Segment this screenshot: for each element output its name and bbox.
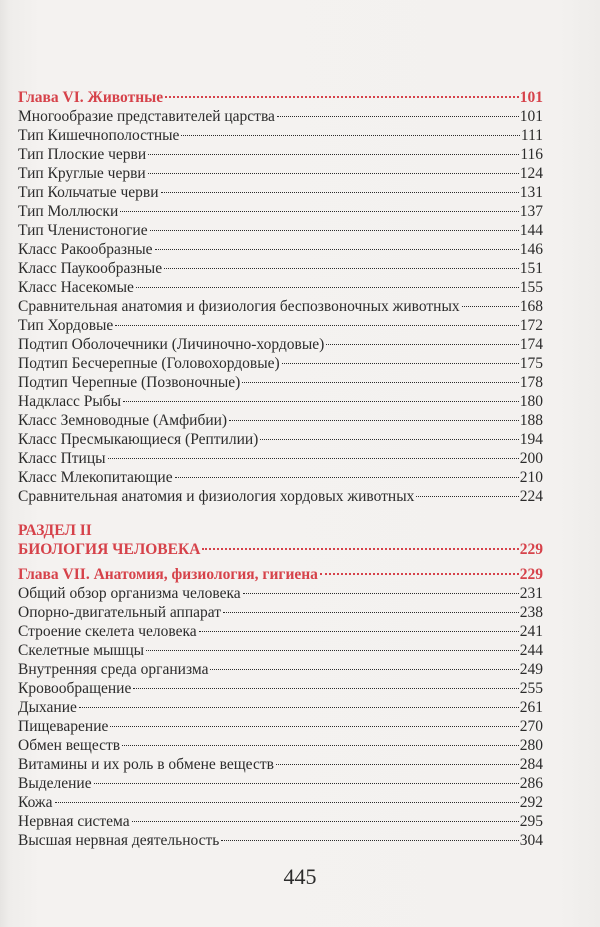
entry-title: Сравнительная анатомия и физиология хордовых животных [18,488,415,505]
leader-dots [242,382,518,383]
entry-page: 151 [519,260,543,277]
leader-dots [282,363,519,364]
entry-page: 241 [519,623,543,640]
toc-entry[interactable] [18,603,543,622]
spacer [18,506,543,521]
leader-dots [210,669,518,670]
entry-title: Кровообращение [18,680,132,697]
toc-entry[interactable] [18,468,543,487]
leader-dots [320,573,519,575]
entry-page: 304 [519,832,543,849]
entry-title: Тип Кишечнополостные [18,127,180,144]
entry-title: Подтип Черепные (Позвоночные) [18,374,241,391]
toc-entry[interactable] [18,679,543,698]
section-title: БИОЛОГИЯ ЧЕЛОВЕКА [18,541,201,558]
entry-page: 286 [519,775,543,792]
leader-dots [165,96,519,98]
toc-entry[interactable] [18,812,543,831]
entry-page: 284 [519,756,543,773]
entry-title: Класс Паукообразные [18,260,163,277]
leader-dots [202,548,518,550]
chapter-page: 101 [519,89,543,106]
leader-dots [136,287,519,288]
leader-dots [175,477,519,478]
toc-entry[interactable] [18,430,543,449]
entry-title: Пищеварение [18,718,109,735]
leader-dots [260,439,518,440]
leader-dots [181,135,519,136]
leader-dots [115,325,518,326]
entry-page: 144 [519,222,543,239]
leader-dots [223,612,519,613]
toc-entry[interactable] [18,221,543,240]
entry-page: 244 [519,642,543,659]
entry-page: 224 [519,488,543,505]
entry-page: 111 [520,127,543,144]
entry-title: Скелетные мышцы [18,642,145,659]
toc-entry[interactable] [18,411,543,430]
entry-title: Внутренняя среда организма [18,661,209,678]
toc-entry[interactable] [18,487,543,506]
toc-entry[interactable] [18,717,543,736]
toc-entry[interactable] [18,335,543,354]
entry-page: 200 [519,450,543,467]
entry-title: Тип Членистоногие [18,222,148,239]
entry-page: 168 [519,298,543,315]
toc-entry[interactable] [18,297,543,316]
toc-entry[interactable] [18,755,543,774]
table-of-contents [18,88,543,850]
entry-page: 131 [519,184,543,201]
toc-entry[interactable] [18,774,543,793]
toc-entry[interactable] [18,622,543,641]
entry-title: Многообразие представителей царства [18,108,275,125]
entry-title: Общий обзор организма человека [18,585,241,602]
entry-title: Надкласс Рыбы [18,393,122,410]
entry-title: Высшая нервная деятельность [18,832,220,849]
entry-page: 249 [519,661,543,678]
entry-page: 175 [519,355,543,372]
entry-title: Кожа [18,794,53,811]
toc-entry[interactable] [18,126,543,145]
leader-dots [148,173,519,174]
entry-title: Дыхание [18,699,77,716]
toc-entry[interactable] [18,145,543,164]
entry-title: Подтип Оболочечники (Личиночно-хордовые) [18,336,325,353]
entry-page: 210 [519,469,543,486]
toc-chapter-6[interactable] [18,88,543,107]
entry-page: 172 [519,317,543,334]
section-label: РАЗДЕЛ II [18,522,92,539]
toc-entry[interactable] [18,240,543,259]
leader-dots [79,707,519,708]
entry-page: 238 [519,604,543,621]
leader-dots [110,726,518,727]
entry-page: 270 [519,718,543,735]
toc-entry[interactable] [18,584,543,603]
toc-entry[interactable] [18,698,543,717]
toc-entry[interactable] [18,202,543,221]
leader-dots [122,745,519,746]
entry-title: Класс Млекопитающие [18,469,173,486]
entry-page: 194 [519,431,543,448]
toc-entry[interactable] [18,736,543,755]
toc-entry[interactable] [18,660,543,679]
toc-entry[interactable] [18,449,543,468]
leader-dots [120,211,519,212]
entry-title: Класс Насекомые [18,279,134,296]
entry-page: 295 [519,813,543,830]
entry-title: Нервная система [18,813,130,830]
entry-page: 292 [519,794,543,811]
entry-title: Подтип Бесчерепные (Головохордовые) [18,355,280,372]
entry-page: 116 [520,146,543,163]
entry-page: 280 [519,737,543,754]
toc-entry[interactable] [18,183,543,202]
entry-title: Класс Ракообразные [18,241,153,258]
entry-title: Витамины и их роль в обмене веществ [18,756,274,773]
leader-dots [55,802,519,803]
entry-page: 180 [519,393,543,410]
entry-title: Опорно-двигательный аппарат [18,604,222,621]
entry-title: Класс Птицы [18,450,106,467]
chapter-title: Глава VII. Анатомия, физиология, гигиена [18,566,318,583]
entry-page: 231 [519,585,543,602]
entry-page: 178 [519,374,543,391]
chapter-7-items [18,584,543,850]
leader-dots [133,688,518,689]
entry-page: 124 [519,165,543,182]
chapter-page: 229 [519,566,543,583]
leader-dots [150,230,519,231]
entry-page: 261 [519,699,543,716]
leader-dots [462,306,519,307]
toc-entry[interactable] [18,793,543,812]
entry-title: Класс Земноводные (Амфибии) [18,412,228,429]
leader-dots [132,821,519,822]
entry-title: Выделение [18,775,92,792]
entry-title: Сравнительная анатомия и физиология беспозвоночных животных [18,298,460,315]
entry-page: 174 [519,336,543,353]
entry-title: Класс Пресмыкающиеся (Рептилии) [18,431,259,448]
chapter-6-items [18,107,543,506]
entry-title: Обмен веществ [18,737,121,754]
section-page: 229 [519,541,543,558]
entry-title: Тип Хордовые [18,317,114,334]
leader-dots [148,154,519,155]
entry-page: 146 [519,241,543,258]
leader-dots [164,268,519,269]
leader-dots [221,840,518,841]
leader-dots [326,344,518,345]
entry-page: 255 [519,680,543,697]
toc-entry[interactable] [18,164,543,183]
entry-title: Строение скелета человека [18,623,197,640]
entry-title: Тип Кольчатые черви [18,184,159,201]
leader-dots [161,192,519,193]
toc-entry[interactable] [18,354,543,373]
leader-dots [155,249,519,250]
toc-entry[interactable] [18,641,543,660]
leader-dots [243,593,519,594]
entry-title: Тип Плоские черви [18,146,147,163]
leader-dots [199,631,519,632]
toc-entry[interactable] [18,316,543,335]
entry-page: 155 [519,279,543,296]
leader-dots [276,764,519,765]
toc-entry[interactable] [18,259,543,278]
leader-dots [146,650,519,651]
entry-page: 188 [519,412,543,429]
chapter-title: Глава VI. Животные [18,89,164,106]
toc-entry[interactable] [18,373,543,392]
entry-page: 101 [519,108,543,125]
leader-dots [123,401,519,402]
toc-entry[interactable] [18,392,543,411]
entry-title: Тип Круглые черви [18,165,146,182]
entry-title: Тип Моллюски [18,203,119,220]
toc-section-2[interactable] [18,540,543,559]
leader-dots [277,116,519,117]
leader-dots [94,783,519,784]
toc-entry[interactable] [18,278,543,297]
entry-page: 137 [519,203,543,220]
leader-dots [416,496,518,497]
toc-section-2-label [18,521,543,540]
leader-dots [229,420,519,421]
toc-entry[interactable] [18,831,543,850]
page-number: 445 [283,864,317,889]
leader-dots [108,458,519,459]
toc-entry[interactable] [18,107,543,126]
toc-chapter-7[interactable] [18,565,543,584]
